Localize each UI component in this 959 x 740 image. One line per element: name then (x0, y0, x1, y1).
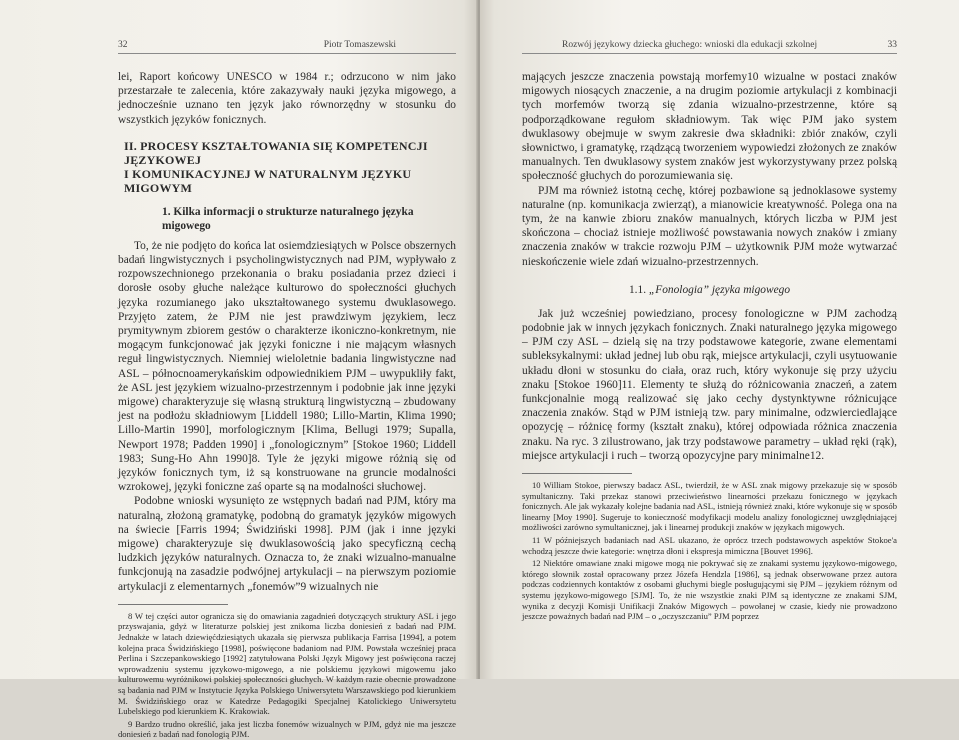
section-heading-line1: II. PROCESY KSZTAŁTOWANIA SIĘ KOMPETENCJI JĘZYKOWEJ (124, 138, 428, 167)
footnote-8: 8 W tej części autor ogranicza się do omawiania zagadnień dotyczących struktury ASL i jego przyswajania, gdyż w literaturze polskiej jest znikoma liczba doniesień z badań nad PJM. Jednakże w latach dziewięćdziesiątych ukazała się pierwsza publikacja Farrisa [1994], a potem kolejna praca Świdzińskiego [1998], poświęcone badaniom nad PJM. Powstała wcześniej praca Perlina i Szczepankowskiego [1992] zatytułowana Polski Język Migowy jest poświęcona raczej wprowadzeniu systemu językowo-migowego, a nie polskiemu językowi migowemu jako kulturowemu wyróżnikowi polskiej społeczności głuchych. W każdym razie obecnie prowadzone są badania nad PJM w Instytucie Języka Polskiego Uniwersytetu Warszawskiego pod kierunkiem M. Świdzińskiego oraz w Katedrze Pedagogiki Specjalnej Katolickiego Uniwersytetu Lubelskiego pod kierunkiem K. Krakowiak. (118, 610, 456, 717)
left-paragraph-2: Podobne wnioski wysunięto ze wstępnych badań nad PJM, który ma naturalną, złożoną gramatykę, podobną do gramatyk języków migowych na świecie [Farris 1994; Świdziński 1998]. PJM (jak i inne języki migowe) charakteryzuje się dwuklasowością jako specyficzną cechą ludzkich języków naturalnych. Oznacza to, że znaki wizualno-manualne funkcjonują na zasadzie podwójnej artykulacji – na pierwszym poziomie artykulacji z elementarnych „fonemów”9 wizualnych nie (118, 495, 456, 593)
right-page-number: 33 (887, 40, 897, 50)
subsection-heading: 1. Kilka informacji o strukturze naturalnego języka migowego (162, 205, 414, 232)
right-paragraph-3: Jak już wcześniej powiedziano, procesy fonologiczne w PJM zachodzą podobnie jak w innych językach fonicznych. Znaki naturalnego języka migowego – PJM czy ASL – dzielą się na trzy podstawowe kategorie, zwane elementami subleksykalnymi: układ jednej lub obu rąk, miejsce artykulacji, czyli usytuowanie układu dłoni w stosunku do ciała, oraz ruch, który wykonuje się przy użyciu znaku [Stokoe 1960]11. Elementy te służą do różnicowania znaczeń, a zatem funkcjonalnie mogą realizować się jako cechy dystynktywne różnicujące znaczenia znaków. Stąd w PJM istnieją tzw. pary minimalne, odzwierciedlające opozycję – różnicę formy (kształt znaku), której odpowiada różnica znaczenia znaku. Na ryc. 3 zilustrowano, jak trzy podstawowe parametry – układ ręki (rąk), miejsce artykulacji i ruch – tworzą opozycyjne pary minimalne12. (522, 307, 897, 462)
left-running-title: Piotr Tomaszewski (323, 40, 396, 50)
right-footnotes (522, 474, 897, 622)
footnote-12: 12 Niektóre omawiane znaki migowe mogą nie pokrywać się ze znakami systemu językowo-migowego, którego słownik został opracowany przez Józefa Hendzla [1986], są jednak obserwowane przez autora podczas codziennych kontaktów z osobami głuchymi biegle posługującymi się PJM – językiem różnym od systemu językowo-migowego [SJM]. To, że nie wszystkie znaki PJM są identyczne ze znakami SJM, wynika z decyzji Komisji Unifikacji Znaków Migowych – powołanej w czasie, kiedy nie prowadzono jeszcze poważnych badań nad PJM – o „oczyszczaniu” PJM poprzez (522, 558, 897, 622)
section-heading-line2: I KOMUNIKACYJNEJ W NATURALNYM JĘZYKU MIGOWYM (124, 166, 412, 195)
left-page-number: 32 (118, 40, 128, 50)
right-subsection-number: 1.1. (628, 283, 649, 296)
left-page (0, 0, 478, 740)
left-running-head (118, 40, 456, 54)
section-heading (118, 139, 456, 195)
right-subsection-title: „Fonologia” języka migowego (648, 283, 791, 296)
left-footnotes (118, 605, 456, 740)
left-paragraph-1: To, że nie podjęto do końca lat osiemdziesiątych w Polsce obszernych badań lingwistycznych i psycholingwistycznych nad PJM, wypływało z rozpowszechnionego przekonania o braku posiadania przez dzieci i dorosłe osoby głuche należące kulturowo do społeczności głuchych języka rozumianego jako ukształtowanego systemu dwuklasowego. Przyjęto zatem, że PJM nie jest prawdziwym językiem, lecz prymitywnym zbiorem gestów o charakterze ikoniczno-konkretnym, nie mogącym funkcjonować jak języki foniczne i nie mającym własnych reguł lingwistycznych. Niemniej wieloletnie badania lingwistyczne nad ASL – północnoamerykańskim odpowiednikiem PJM – uwypukliły fakt, że ASL jest językiem wizualno-przestrzennym i podobnie jak inne języki migowe) charakteryzuje się własną strukturą lingwistyczną – zbudowany jest na podłożu składniowym [Liddell 1980; Lillo-Martin, Klima 1990; Lillo-Martin 1990], morfologicznym [Klima, Bellugi 1979; Supalla, Newport 1978; Padden 1990] i „fonologicznym” [Stokoe 1960; Liddell 1983; Sung-Ho Ahn 1990]8. Tyle że języki migowe różnią się od języków fonicznych tym, iż są konstruowane na gruncie modalności wzrokowej, języki foniczne zaś oparte są na modalności słuchowej. (118, 239, 456, 494)
right-running-title: Rozwój językowy dziecka głuchego: wnioski dla edukacji szkolnej (562, 40, 818, 50)
right-running-head (522, 40, 897, 54)
footnote-10: 10 William Stokoe, pierwszy badacz ASL, twierdził, że w ASL znak migowy przekazuje się w sposób symultaniczny. Taki przekaz stanowi przeciwieństwo linearności przekazu fonicznego w językach fonicznych. Ale jak wykazały kolejne badania nad ASL, istnieją również znaki, które wykonuje się w sposób linearny [Moy 1990]. Sugeruje to konieczność modyfikacji modelu analizy fonologicznej uwzględniającej możliwości zarówno symultanicznej, jak i linearnej produkcji znaków w językach migowych. (522, 480, 897, 533)
right-paragraph-2: PJM ma również istotną cechę, której pozbawione są jednoklasowe systemy naturalne (np. komunikacja zwierząt), a mianowicie kreatywność. Polega ona na tym, że na kanwie zbioru znaków manualnych, których liczba w PJM jest skończona – chociaż istnieje możliwość powstawania nowych znaków i zmiany znaczenia znaków w trakcie rozwoju PJM – użytkownik PJM może wytwarzać nieskończenie wiele zdań wizualno-przestrzennych. (522, 184, 897, 268)
footnote-9: 9 Bardzo trudno określić, jaka jest liczba fonemów wizualnych w PJM, gdyż nie ma jeszcze doniesień z badań nad fonologią PJM. (118, 718, 456, 740)
right-subsection-heading (522, 283, 897, 297)
right-paragraph-1: mających jeszcze znaczenia powstają morfemy10 wizualne w postaci znaków migowych niosących znaczenie, a na drugim poziomie artykulacji z kombinacji tych morfemów tworzą się zdania wizualno-przestrzenne, które są podporządkowane regułom składniowym. Tak więc PJM jako system dwuklasowy obejmuje w swym zakresie dwa składniki: zbiór znaków, czyli słownictwo, i gramatykę, rządzącą tworzeniem wypowiedzi złożonych ze znaków manualnych. Ten dwuklasowy system znaków jest wykorzystywany przez polską społeczność głuchych do porozumiewania się. (522, 71, 897, 183)
footnote-11: 11 W późniejszych badaniach nad ASL ukazano, że oprócz trzech podstawowych aspektów Stokoe'a wchodzą jeszcze dwie kategorie: wnętrza dłoni i ekspresja mimiczna [Bouvet 1996]. (522, 535, 897, 556)
right-page (480, 0, 959, 679)
intro-paragraph: lei, Raport końcowy UNESCO w 1984 r.; odrzucono w nim jako przestarzałe te zalecenia, które zakazywały nauki języka migowego, a jednocześnie uznano ten język jako równorzędny w stosunku do wszystkich języków fonicznych. (118, 71, 456, 126)
